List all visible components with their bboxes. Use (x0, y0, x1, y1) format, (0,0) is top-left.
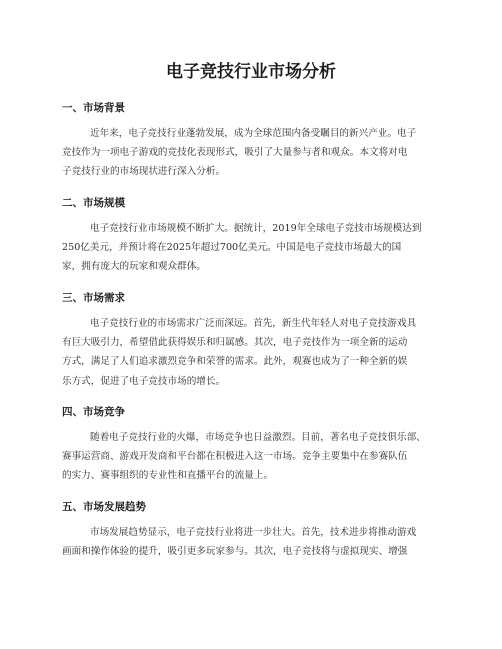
paragraph-line: 方式，满足了人们追求激烈竞争和荣誉的需求。此外，观赛也成为了一种全新的娱 (62, 356, 408, 368)
paragraph-market-trends (62, 523, 440, 561)
paragraph-line: 随着电子竞技行业的火爆，市场竞争也日益激烈。目前，著名电子竞技俱乐部、 (90, 432, 426, 443)
paragraph-line: 家，拥有庞大的玩家和观众群体。 (62, 261, 206, 273)
document-title: 电子竞技行业市场分析 (166, 62, 336, 82)
paragraph-line: 市场发展趋势显示，电子竞技行业将进一步壮大。首先，技术进步将推动游戏 (90, 527, 417, 538)
paragraph-line: 乐方式，促进了电子竞技市场的增长。 (62, 375, 226, 387)
paragraph-line: 电子竞技行业市场规模不断扩大。据统计，2019年全球电子竞技市场规模达到 (90, 223, 422, 234)
paragraph-market-demand (62, 314, 440, 391)
paragraph-market-background (62, 124, 440, 182)
section-heading-market-size: 二、市场规模 (62, 197, 125, 209)
section-heading-market-background: 一、市场背景 (62, 102, 125, 114)
paragraph-line: 250亿美元，并预计将在2025年超过700亿美元。中国是电子竞技市场最大的国 (62, 242, 402, 254)
paragraph-line: 有巨大吸引力，希望借此获得娱乐和归属感。其次，电子竞技作为一项全新的运动 (62, 337, 408, 349)
paragraph-line: 画面和操作体验的提升，吸引更多玩家参与。其次，电子竞技将与虚拟现实、增强 (62, 546, 408, 558)
paragraph-line: 赛事运营商、游戏开发商和平台都在积极进入这一市场。竞争主要集中在参赛队伍 (62, 451, 408, 463)
paragraph-line: 电子竞技行业的市场需求广泛而深远。首先，新生代年轻人对电子竞技游戏具 (90, 318, 417, 329)
section-heading-market-competition: 四、市场竞争 (62, 406, 125, 418)
paragraph-line: 近年来，电子竞技行业蓬勃发展，成为全球范围内备受瞩目的新兴产业。电子 (90, 128, 417, 139)
paragraph-line: 竞技作为一项电子游戏的竞技化表现形式，吸引了大量参与者和观众。本文将对电 (62, 147, 408, 159)
paragraph-line: 的实力、赛事组织的专业性和直播平台的流量上。 (62, 470, 274, 482)
section-heading-market-trends: 五、市场发展趋势 (62, 501, 146, 513)
paragraph-line: 子竞技行业的市场现状进行深入分析。 (62, 166, 226, 178)
paragraph-market-size (62, 219, 440, 277)
paragraph-market-competition (62, 428, 440, 486)
section-heading-market-demand: 三、市场需求 (62, 292, 125, 304)
